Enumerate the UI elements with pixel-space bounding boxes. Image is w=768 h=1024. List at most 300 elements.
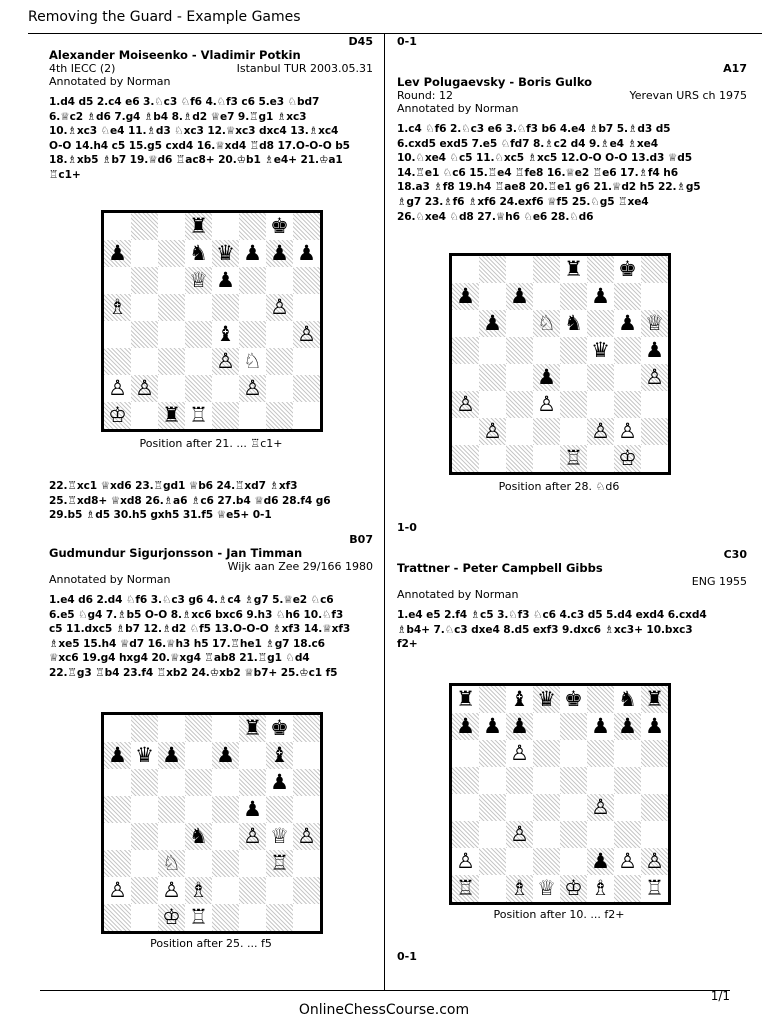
black-pawn-icon: ♟ (158, 742, 185, 769)
board-square (266, 796, 293, 823)
board-square (158, 769, 185, 796)
white-knight-icon: ♘ (158, 850, 185, 877)
board-square (212, 823, 239, 850)
white-pawn-icon: ♙ (293, 823, 320, 850)
event: 4th IECC (2) (49, 62, 116, 75)
white-rook-icon: ♖ (452, 875, 479, 902)
board-square (104, 850, 131, 877)
black-pawn-icon: ♟ (479, 310, 506, 337)
board-square (479, 445, 506, 472)
black-king-icon: ♚ (614, 256, 641, 283)
board-square (131, 402, 158, 429)
board-square (479, 875, 506, 902)
board-square (479, 767, 506, 794)
board-square (506, 364, 533, 391)
board-square (560, 767, 587, 794)
board-square (266, 267, 293, 294)
white-king-icon: ♔ (560, 875, 587, 902)
eco-code: C30 (723, 548, 747, 561)
board-square (293, 715, 320, 742)
chess-board (101, 210, 323, 432)
black-pawn-icon: ♟ (212, 267, 239, 294)
players: Gudmundur Sigurjonsson - Jan Timman (49, 546, 303, 560)
black-king-icon: ♚ (560, 686, 587, 713)
moves: 1.c4 ♘f6 2.♘c3 e6 3.♘f3 b6 4.e4 ♗b7 5.♗d3 d5 6.cxd5 exd5 7.e5 ♘fd7 8.♗c2 d4 9.♗e4 ♗xe4 10.♘xe4 ♘c5 11.♘xc5 ♗xc5 12.O-O O-O 13.d3 ♕d5 14.♖e1 ♘c6 15.♖e4 ♖fe8 16.♕e2 ♖e6 17.♗f4 h6 18.a3 ♗f8 19.h4 ♖ae8 20.♖e1 g6 21.♕d2 h5 22.♗g5 ♗g7 23.♗f6 ♗xf6 24.exf6 ♕f5 25.♘g5 ♖xe4 26.♘xe4 ♘d8 27.♕h6 ♘e6 28.♘d6 (397, 123, 701, 223)
board-square (452, 794, 479, 821)
board-caption: Position after 28. ♘d6 (498, 480, 620, 493)
board-square (479, 794, 506, 821)
board-square (560, 391, 587, 418)
board-square (212, 877, 239, 904)
board-square (266, 348, 293, 375)
board-square (239, 850, 266, 877)
board-square (533, 713, 560, 740)
board-square (452, 256, 479, 283)
game-1 (49, 35, 373, 183)
footer-rule (40, 990, 730, 991)
black-pawn-icon: ♟ (587, 283, 614, 310)
black-pawn-icon: ♟ (479, 713, 506, 740)
board-square (239, 904, 266, 931)
board-square (452, 337, 479, 364)
board-square (587, 767, 614, 794)
footer-site: OnlineChessCourse.com (298, 1002, 470, 1018)
board-square (560, 821, 587, 848)
black-pawn-icon: ♟ (452, 283, 479, 310)
board-square (587, 391, 614, 418)
board-square (266, 375, 293, 402)
board-square (641, 445, 668, 472)
board-square (185, 294, 212, 321)
black-pawn-icon: ♟ (293, 240, 320, 267)
board-square (158, 348, 185, 375)
board-square (131, 213, 158, 240)
board-square (293, 850, 320, 877)
board-square (587, 364, 614, 391)
black-pawn-icon: ♟ (452, 713, 479, 740)
board-square (104, 715, 131, 742)
board-square (614, 821, 641, 848)
board-square (293, 877, 320, 904)
board-square (560, 337, 587, 364)
board-square (104, 904, 131, 931)
black-queen-icon: ♛ (533, 686, 560, 713)
board-square (131, 348, 158, 375)
board-square (158, 240, 185, 267)
board-square (131, 267, 158, 294)
players: Alexander Moiseenko - Vladimir Potkin (49, 48, 301, 62)
board-square (158, 213, 185, 240)
board-square (212, 294, 239, 321)
board-square (506, 337, 533, 364)
board-square (641, 767, 668, 794)
moves: 1.e4 d6 2.d4 ♘f6 3.♘c3 g6 4.♗c4 ♗g7 5.♕e2 ♘c6 6.e5 ♘g4 7.♗b5 O-O 8.♗xc6 bxc6 9.h3 ♘h6 10.♘f3 c5 11.dxc5 ♗b7 12.♗d2 ♘f5 13.O-O-O ♗xf3 14.♕xf3 ♗xe5 15.h4 ♕d7 16.♕h3 h5 17.♖he1 ♗g7 18.c6 ♕xc6 19.g4 hxg4 20.♕xg4 ♖ab8 21.♖g1 ♘d4 22.♖g3 ♖b4 23.f4 ♖xb2 24.♔xb2 ♕b7+ 25.♔c1 f5 (49, 594, 351, 679)
board-square (131, 294, 158, 321)
board-square (587, 740, 614, 767)
board-square (293, 267, 320, 294)
white-pawn-icon: ♙ (506, 821, 533, 848)
board-square (452, 418, 479, 445)
event: Round: 12 (397, 89, 454, 102)
white-pawn-icon: ♙ (587, 794, 614, 821)
board-square (479, 821, 506, 848)
white-pawn-icon: ♙ (641, 364, 668, 391)
white-bishop-icon: ♗ (587, 875, 614, 902)
board-square (479, 283, 506, 310)
board-square (641, 821, 668, 848)
white-bishop-icon: ♗ (104, 294, 131, 321)
white-pawn-icon: ♙ (104, 375, 131, 402)
board-square (212, 715, 239, 742)
board-square (158, 715, 185, 742)
board-square (641, 418, 668, 445)
board-caption: Position after 21. ... ♖c1+ (139, 437, 283, 450)
board-square (641, 283, 668, 310)
board-square (560, 713, 587, 740)
white-pawn-icon: ♙ (587, 418, 614, 445)
board-square (239, 294, 266, 321)
board-square (479, 364, 506, 391)
eco-code: B07 (349, 533, 373, 546)
black-king-icon: ♚ (266, 213, 293, 240)
white-pawn-icon: ♙ (533, 391, 560, 418)
board-square (104, 769, 131, 796)
board-square (587, 256, 614, 283)
black-rook-icon: ♜ (560, 256, 587, 283)
black-bishop-icon: ♝ (506, 686, 533, 713)
black-rook-icon: ♜ (641, 686, 668, 713)
black-pawn-icon: ♟ (266, 769, 293, 796)
board-square (239, 877, 266, 904)
board-square (239, 267, 266, 294)
page-title: Removing the Guard - Example Games (28, 9, 301, 25)
white-pawn-icon: ♙ (614, 418, 641, 445)
board-square (533, 794, 560, 821)
black-pawn-icon: ♟ (533, 364, 560, 391)
board-square (293, 213, 320, 240)
black-pawn-icon: ♟ (641, 713, 668, 740)
white-pawn-icon: ♙ (452, 391, 479, 418)
annotator: Annotated by Norman (49, 75, 171, 88)
board-square (506, 310, 533, 337)
board-square (185, 715, 212, 742)
board-square (479, 391, 506, 418)
board-square (131, 823, 158, 850)
board-square (104, 321, 131, 348)
board-square (293, 796, 320, 823)
board-square (533, 418, 560, 445)
board-square (185, 375, 212, 402)
board-square (560, 794, 587, 821)
board-square (293, 375, 320, 402)
board-square (104, 267, 131, 294)
board-square (614, 794, 641, 821)
board-square (506, 767, 533, 794)
black-knight-icon: ♞ (185, 823, 212, 850)
result: 0-1 (397, 35, 417, 48)
black-pawn-icon: ♟ (239, 240, 266, 267)
white-king-icon: ♔ (158, 904, 185, 931)
header-rule (28, 33, 762, 34)
board-square (185, 796, 212, 823)
board-square (185, 742, 212, 769)
result: 1-0 (397, 521, 417, 534)
board-square (506, 794, 533, 821)
white-rook-icon: ♖ (641, 875, 668, 902)
board-square (533, 848, 560, 875)
board-square (104, 348, 131, 375)
board-square (614, 875, 641, 902)
board-square (479, 848, 506, 875)
board-caption: Position after 25. ... f5 (150, 937, 272, 950)
board-caption: Position after 10. ... f2+ (493, 908, 625, 921)
board-square (533, 821, 560, 848)
board-square (131, 796, 158, 823)
white-pawn-icon: ♙ (641, 848, 668, 875)
black-pawn-icon: ♟ (212, 742, 239, 769)
board-square (533, 256, 560, 283)
board-square (479, 337, 506, 364)
board-square (131, 904, 158, 931)
board-square (506, 848, 533, 875)
board-square (131, 769, 158, 796)
board-square (185, 850, 212, 877)
board-square (479, 256, 506, 283)
black-queen-icon: ♛ (212, 240, 239, 267)
board-square (212, 375, 239, 402)
black-bishop-icon: ♝ (212, 321, 239, 348)
board-square (293, 769, 320, 796)
board-square (560, 364, 587, 391)
site-date: Istanbul TUR 2003.05.31 (236, 62, 373, 75)
board-square (212, 796, 239, 823)
black-pawn-icon: ♟ (104, 742, 131, 769)
annotator: Annotated by Norman (397, 588, 519, 601)
board-square (185, 769, 212, 796)
board-square (641, 740, 668, 767)
board-square (506, 391, 533, 418)
black-pawn-icon: ♟ (614, 713, 641, 740)
board-square (614, 767, 641, 794)
board-square (212, 850, 239, 877)
white-rook-icon: ♖ (560, 445, 587, 472)
board-square (614, 740, 641, 767)
board-square (560, 848, 587, 875)
white-king-icon: ♔ (614, 445, 641, 472)
board-square (212, 904, 239, 931)
annotator: Annotated by Norman (397, 102, 519, 115)
white-king-icon: ♔ (104, 402, 131, 429)
white-pawn-icon: ♙ (293, 321, 320, 348)
white-knight-icon: ♘ (239, 348, 266, 375)
black-pawn-icon: ♟ (587, 848, 614, 875)
black-bishop-icon: ♝ (266, 742, 293, 769)
board-square (587, 445, 614, 472)
white-pawn-icon: ♙ (131, 375, 158, 402)
white-knight-icon: ♘ (533, 310, 560, 337)
board-square (185, 348, 212, 375)
board-square (104, 213, 131, 240)
board-square (266, 321, 293, 348)
white-bishop-icon: ♗ (506, 875, 533, 902)
game-2 (49, 533, 373, 681)
white-pawn-icon: ♙ (212, 348, 239, 375)
black-king-icon: ♚ (266, 715, 293, 742)
board-square (131, 715, 158, 742)
board-square (239, 321, 266, 348)
board-square (452, 364, 479, 391)
black-rook-icon: ♜ (452, 686, 479, 713)
board-square (614, 337, 641, 364)
black-knight-icon: ♞ (560, 310, 587, 337)
board-square (158, 375, 185, 402)
board-square (293, 904, 320, 931)
board-square (131, 850, 158, 877)
board-square (587, 821, 614, 848)
board-square (158, 321, 185, 348)
board-square (266, 402, 293, 429)
board-square (560, 418, 587, 445)
players: Lev Polugaevsky - Boris Gulko (397, 75, 593, 89)
board-square (452, 767, 479, 794)
board-square (131, 877, 158, 904)
black-pawn-icon: ♟ (239, 796, 266, 823)
board-square (131, 240, 158, 267)
board-square (641, 794, 668, 821)
white-pawn-icon: ♙ (506, 740, 533, 767)
column-divider (384, 34, 385, 990)
board-square (560, 740, 587, 767)
white-pawn-icon: ♙ (239, 823, 266, 850)
white-queen-icon: ♕ (641, 310, 668, 337)
board-square (131, 321, 158, 348)
board-square (212, 402, 239, 429)
black-pawn-icon: ♟ (641, 337, 668, 364)
game-4 (397, 548, 747, 652)
white-queen-icon: ♕ (185, 267, 212, 294)
board-square (293, 348, 320, 375)
black-pawn-icon: ♟ (266, 240, 293, 267)
black-pawn-icon: ♟ (506, 713, 533, 740)
moves-continued: 22.♖xc1 ♕xd6 23.♖gd1 ♕b6 24.♖xd7 ♗xf3 25.♖xd8+ ♕xd8 26.♗a6 ♗c6 27.b4 ♕d6 28.f4 g6 29.b5 ♗d5 30.h5 gxh5 31.f5 ♕e5+ 0-1 (49, 480, 331, 522)
white-pawn-icon: ♙ (158, 877, 185, 904)
page-number: 1/1 (710, 989, 730, 1003)
white-bishop-icon: ♗ (185, 877, 212, 904)
white-pawn-icon: ♙ (479, 418, 506, 445)
black-rook-icon: ♜ (239, 715, 266, 742)
black-rook-icon: ♜ (185, 213, 212, 240)
white-queen-icon: ♕ (266, 823, 293, 850)
black-pawn-icon: ♟ (587, 713, 614, 740)
white-pawn-icon: ♙ (266, 294, 293, 321)
board-square (212, 213, 239, 240)
white-pawn-icon: ♙ (104, 877, 131, 904)
moves: 1.d4 d5 2.c4 e6 3.♘c3 ♘f6 4.♘f3 c6 5.e3 ♘bd7 6.♕c2 ♗d6 7.g4 ♗b4 8.♗d2 ♕e7 9.♖g1 ♗xc3 10.♗xc3 ♘e4 11.♗d3 ♘xc3 12.♕xc3 dxc4 13.♗xc4 O-O 14.h4 c5 15.g5 cxd4 16.♕xd4 ♖d8 17.O-O-O b5 18.♗xb5 ♗b7 19.♕d6 ♖ac8+ 20.♔b1 ♗e4+ 21.♔a1 ♖c1+ (49, 96, 350, 181)
white-rook-icon: ♖ (185, 904, 212, 931)
board-square (560, 283, 587, 310)
board-square (479, 686, 506, 713)
chess-board (449, 683, 671, 905)
result: 0-1 (397, 950, 417, 963)
game-3 (397, 62, 747, 224)
board-square (533, 445, 560, 472)
eco-code: A17 (723, 62, 747, 75)
board-square (506, 256, 533, 283)
board-square (104, 796, 131, 823)
board-square (506, 445, 533, 472)
board-square (452, 445, 479, 472)
white-rook-icon: ♖ (185, 402, 212, 429)
black-queen-icon: ♛ (131, 742, 158, 769)
black-pawn-icon: ♟ (506, 283, 533, 310)
board-square (212, 769, 239, 796)
board-square (506, 418, 533, 445)
board-square (266, 904, 293, 931)
site-date: ENG 1955 (691, 575, 747, 588)
board-square (266, 877, 293, 904)
players: Trattner - Peter Campbell Gibbs (397, 561, 603, 575)
white-pawn-icon: ♙ (239, 375, 266, 402)
board-square (239, 769, 266, 796)
site-date: Wijk aan Zee 29/166 1980 (227, 560, 373, 573)
site-date: Yerevan URS ch 1975 (629, 89, 747, 102)
board-square (239, 742, 266, 769)
board-square (533, 337, 560, 364)
board-square (293, 294, 320, 321)
board-square (533, 283, 560, 310)
board-square (452, 740, 479, 767)
board-square (614, 364, 641, 391)
board-square (158, 823, 185, 850)
board-square (533, 767, 560, 794)
board-square (158, 294, 185, 321)
white-rook-icon: ♖ (266, 850, 293, 877)
board-square (293, 742, 320, 769)
black-queen-icon: ♛ (587, 337, 614, 364)
white-pawn-icon: ♙ (452, 848, 479, 875)
black-pawn-icon: ♟ (614, 310, 641, 337)
board-square (452, 310, 479, 337)
board-square (587, 686, 614, 713)
board-square (239, 402, 266, 429)
black-knight-icon: ♞ (185, 240, 212, 267)
chess-board (101, 712, 323, 934)
board-square (479, 740, 506, 767)
board-square (104, 823, 131, 850)
board-square (641, 256, 668, 283)
black-rook-icon: ♜ (158, 402, 185, 429)
white-queen-icon: ♕ (533, 875, 560, 902)
chess-board (449, 253, 671, 475)
board-square (185, 321, 212, 348)
moves: 1.e4 e5 2.f4 ♗c5 3.♘f3 ♘c6 4.c3 d5 5.d4 exd4 6.cxd4 ♗b4+ 7.♘c3 dxe4 8.d5 exf3 9.dxc6 ♗xc3+ 10.bxc3 f2+ (397, 609, 707, 651)
board-square (293, 402, 320, 429)
black-pawn-icon: ♟ (104, 240, 131, 267)
black-knight-icon: ♞ (614, 686, 641, 713)
white-pawn-icon: ♙ (614, 848, 641, 875)
board-square (587, 310, 614, 337)
board-square (452, 821, 479, 848)
board-square (158, 796, 185, 823)
annotator: Annotated by Norman (49, 573, 171, 586)
board-square (614, 283, 641, 310)
board-square (614, 391, 641, 418)
board-square (239, 213, 266, 240)
board-square (158, 267, 185, 294)
board-square (533, 740, 560, 767)
board-square (641, 391, 668, 418)
eco-code: D45 (348, 35, 373, 48)
